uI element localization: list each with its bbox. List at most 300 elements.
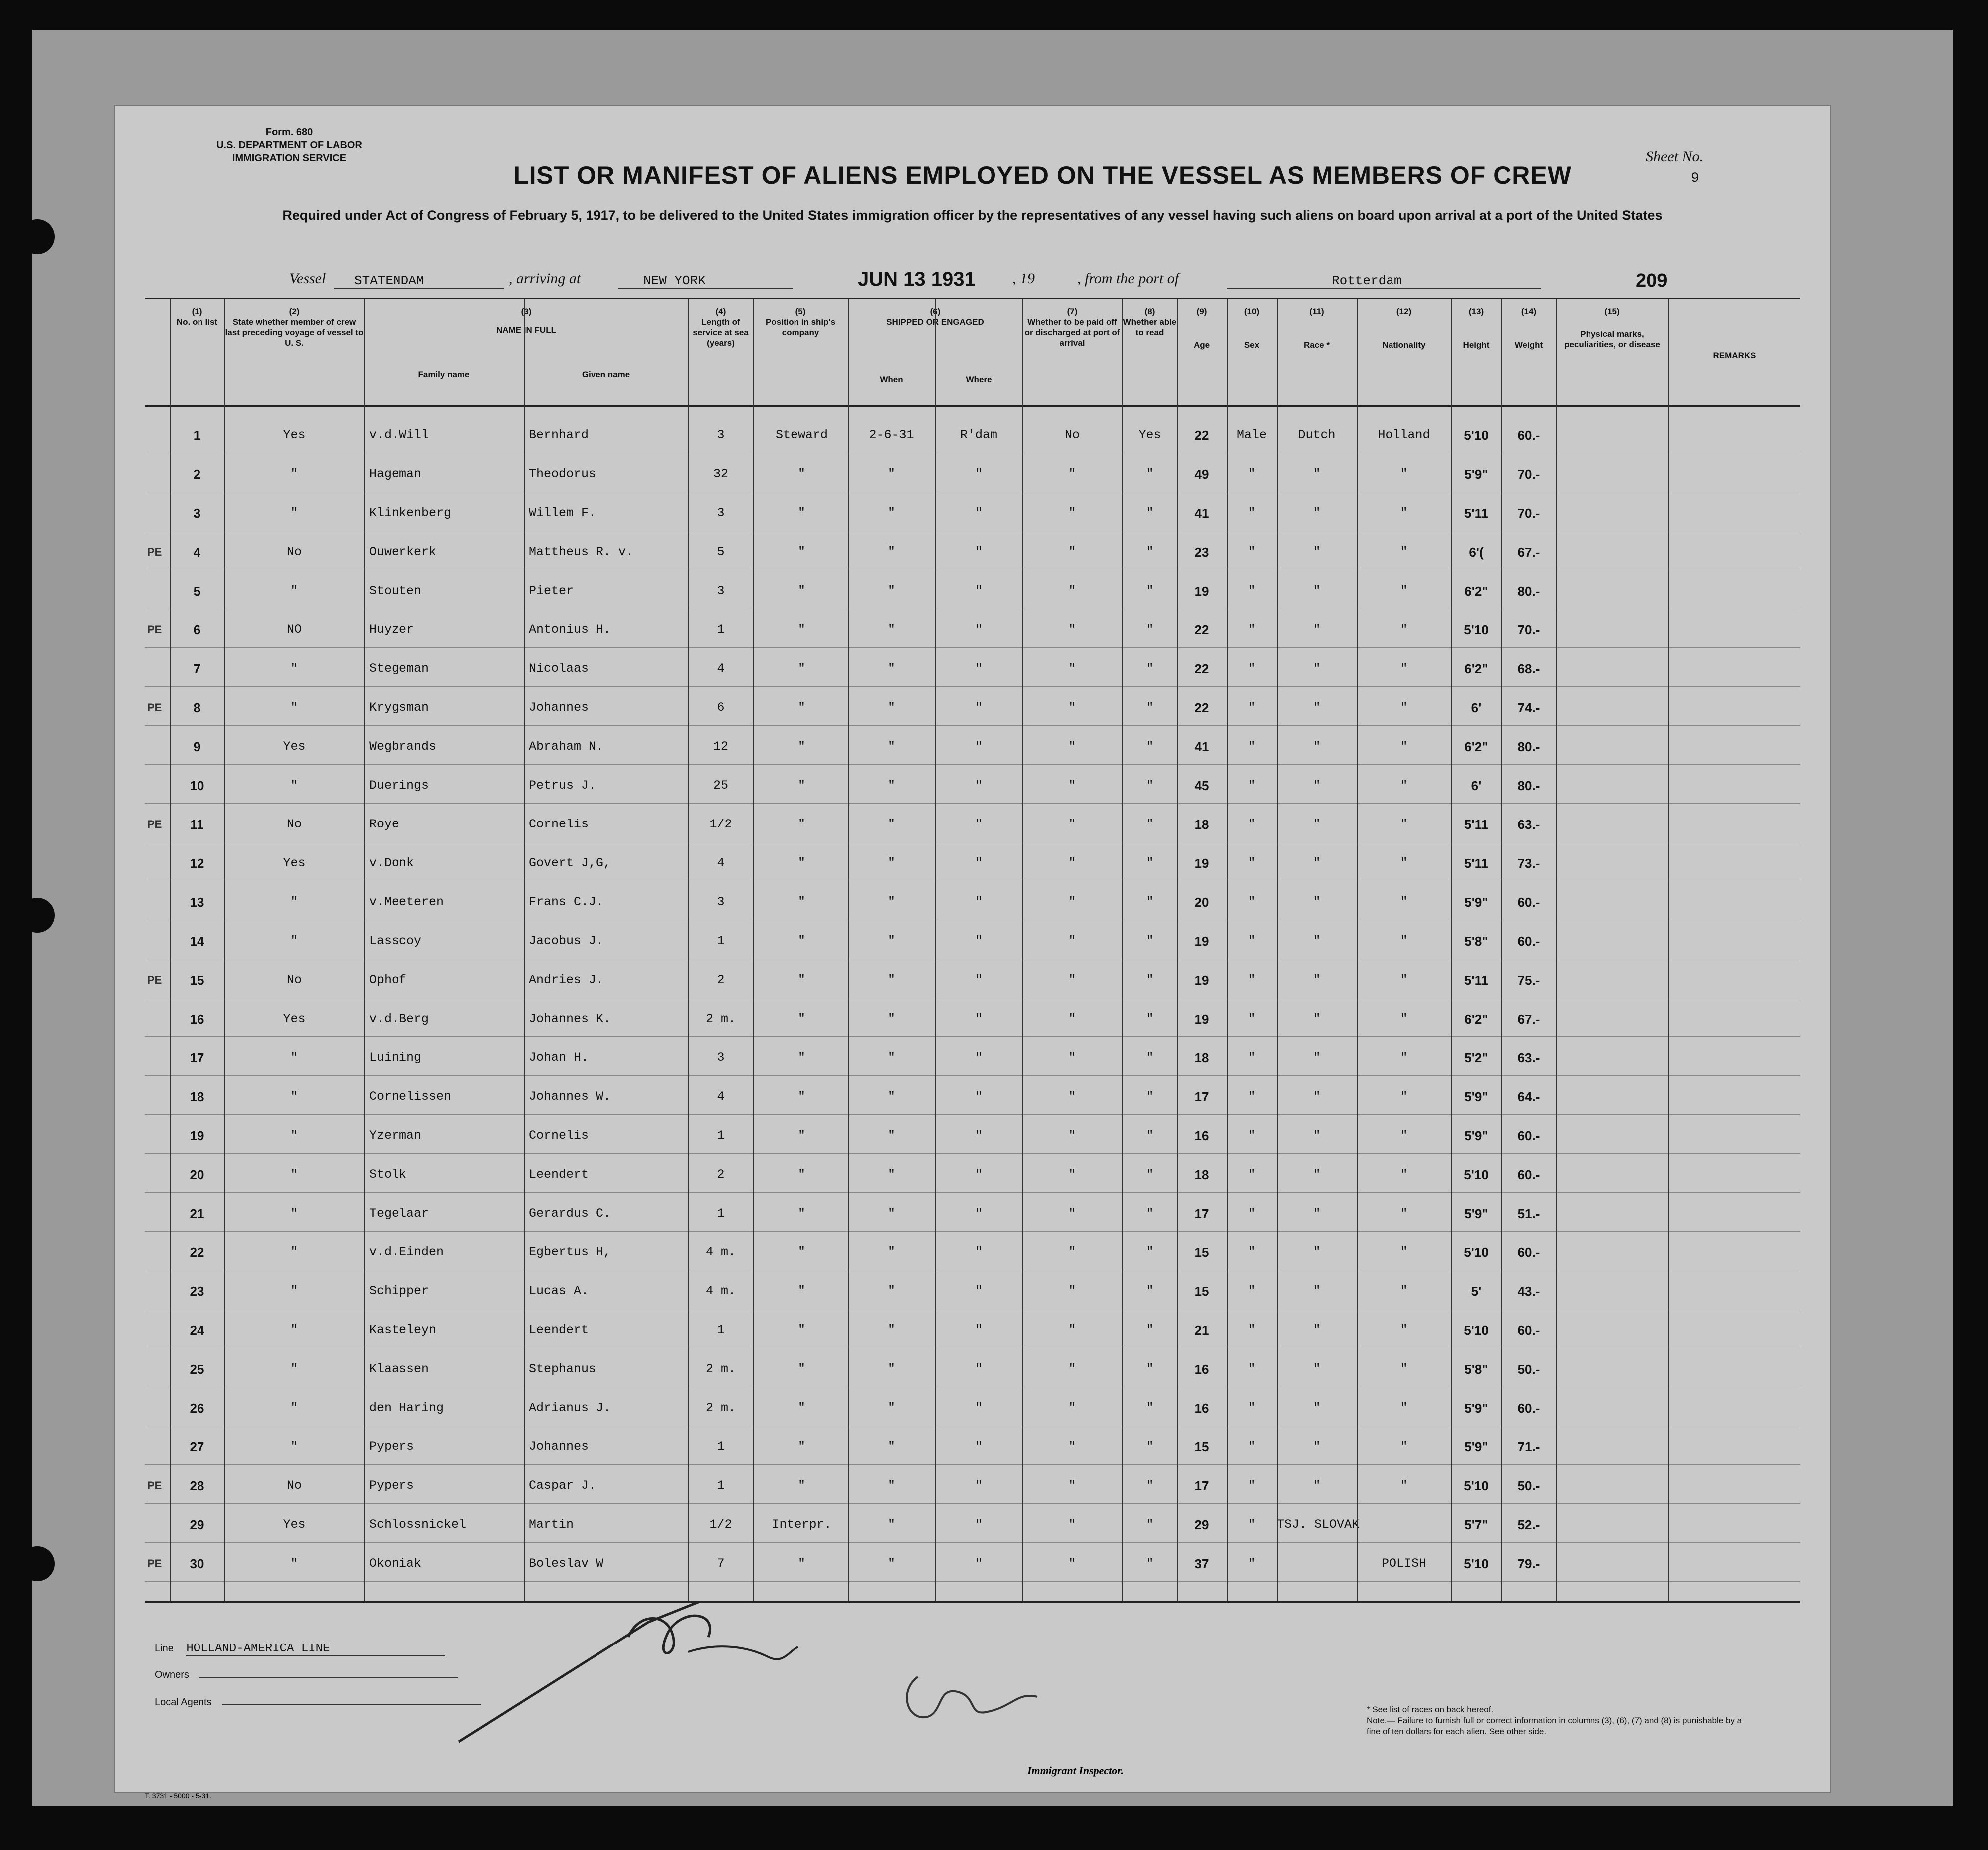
paid-off: " xyxy=(1068,545,1076,559)
column-rule xyxy=(848,299,849,1601)
service-length: 3 xyxy=(717,584,725,598)
race: " xyxy=(1313,1245,1321,1259)
race: " xyxy=(1313,1050,1321,1065)
row-number: 6 xyxy=(193,622,201,637)
engaged-where: " xyxy=(975,545,983,559)
nationality: " xyxy=(1400,545,1408,559)
position: " xyxy=(797,895,805,909)
row-number: 18 xyxy=(190,1089,204,1104)
family-name: v.Meeteren xyxy=(369,895,444,909)
col-header-5 xyxy=(753,306,848,338)
service-length: 5 xyxy=(717,545,725,559)
able-to-read: " xyxy=(1146,1128,1154,1143)
paid-off: " xyxy=(1068,856,1076,870)
family-name: Cornelissen xyxy=(369,1089,452,1104)
sex: " xyxy=(1248,1050,1256,1065)
given-name: Mattheus R. v. xyxy=(529,545,634,559)
col-header-text: Whether able to read xyxy=(1123,317,1177,337)
engaged-when: " xyxy=(887,1401,895,1415)
engaged-when: " xyxy=(887,1362,895,1376)
sex: " xyxy=(1248,1517,1256,1532)
arrival-port: NEW YORK xyxy=(618,273,793,289)
row-number: 21 xyxy=(190,1206,204,1221)
column-rule xyxy=(1556,299,1557,1601)
position: " xyxy=(797,1206,805,1221)
age: 19 xyxy=(1194,934,1209,949)
service-length: 2 xyxy=(717,1167,725,1182)
position: " xyxy=(797,1401,805,1415)
able-to-read: " xyxy=(1146,1012,1154,1026)
previous-voyage: " xyxy=(290,506,298,520)
able-to-read: " xyxy=(1146,700,1154,715)
col-header-2 xyxy=(224,306,364,348)
previous-voyage: " xyxy=(290,1245,298,1259)
engaged-when: " xyxy=(887,934,895,948)
engaged-when: 2-6-31 xyxy=(869,428,914,442)
family-name: Schipper xyxy=(369,1284,429,1298)
sex: " xyxy=(1248,895,1256,909)
able-to-read: " xyxy=(1146,506,1154,520)
row-rule xyxy=(145,1581,1800,1582)
footnote xyxy=(1367,1704,1746,1737)
service-length: 1 xyxy=(717,1323,725,1337)
able-to-read: " xyxy=(1146,1362,1154,1376)
sex: " xyxy=(1248,1206,1256,1221)
col-header-13 xyxy=(1451,306,1501,350)
previous-voyage: " xyxy=(290,1323,298,1337)
race: " xyxy=(1313,1167,1321,1182)
col-header-10 xyxy=(1227,306,1277,350)
age: 29 xyxy=(1194,1517,1209,1532)
race: " xyxy=(1313,1362,1321,1376)
sex: Male xyxy=(1236,428,1267,442)
engaged-where: " xyxy=(975,700,983,715)
row-number: 28 xyxy=(190,1478,204,1493)
weight: 67.- xyxy=(1517,1012,1540,1027)
given-name: Pieter xyxy=(529,584,574,598)
engaged-where: " xyxy=(975,856,983,870)
service-length: 6 xyxy=(717,700,725,715)
service-length: 2 xyxy=(717,973,725,987)
race: " xyxy=(1313,661,1321,676)
col-header-9 xyxy=(1177,306,1227,350)
position: " xyxy=(797,467,805,481)
engaged-where: " xyxy=(975,1439,983,1454)
previous-voyage: " xyxy=(290,467,298,481)
sex: " xyxy=(1248,506,1256,520)
weight: 52.- xyxy=(1517,1517,1540,1532)
punch-hole xyxy=(20,1546,55,1581)
engaged-when: " xyxy=(887,1478,895,1493)
age: 21 xyxy=(1194,1323,1209,1338)
col-header-text: Physical marks, peculiarities, or disease xyxy=(1564,329,1660,349)
punch-hole xyxy=(20,219,55,254)
voyage-line xyxy=(289,270,1611,292)
paid-off: " xyxy=(1068,1401,1076,1415)
position: " xyxy=(797,1245,805,1259)
col-header-16: REMARKS xyxy=(1713,351,1756,360)
race: " xyxy=(1313,856,1321,870)
row-number: 17 xyxy=(190,1050,204,1065)
given-name: Johannes xyxy=(529,700,589,715)
weight: 43.- xyxy=(1517,1284,1540,1299)
vessel-name: STATENDAM xyxy=(334,273,504,289)
weight: 71.- xyxy=(1517,1439,1540,1454)
department-name: U.S. DEPARTMENT OF LABOR xyxy=(216,140,362,151)
race: " xyxy=(1313,1206,1321,1221)
height: 6'( xyxy=(1469,545,1484,560)
given-name: Antonius H. xyxy=(529,622,611,637)
service-length: 1/2 xyxy=(709,817,732,831)
height: 6'2" xyxy=(1464,1012,1488,1027)
weight: 50.- xyxy=(1517,1478,1540,1493)
weight: 80.- xyxy=(1517,584,1540,599)
paid-off: " xyxy=(1068,700,1076,715)
position: " xyxy=(797,817,805,831)
position: " xyxy=(797,1167,805,1182)
given-name: Frans C.J. xyxy=(529,895,604,909)
paid-off: " xyxy=(1068,817,1076,831)
race: " xyxy=(1313,1478,1321,1493)
year-label: , 19 xyxy=(1012,270,1035,287)
position: Interpr. xyxy=(772,1517,832,1532)
service-length: 1 xyxy=(717,1478,725,1493)
col-header-3a: Family name xyxy=(418,370,470,379)
row-rule xyxy=(145,725,1800,726)
given-name: Govert J,G, xyxy=(529,856,611,870)
sex: " xyxy=(1248,934,1256,948)
engaged-when: " xyxy=(887,1089,895,1104)
annotation-mark: PE xyxy=(147,546,162,558)
engaged-when: " xyxy=(887,700,895,715)
family-name: Stouten xyxy=(369,584,422,598)
col-header-1 xyxy=(170,306,224,327)
engaged-when: " xyxy=(887,661,895,676)
row-number: 23 xyxy=(190,1284,204,1299)
paid-off: " xyxy=(1068,1050,1076,1065)
race: " xyxy=(1313,700,1321,715)
paid-off: " xyxy=(1068,661,1076,676)
paid-off: " xyxy=(1068,1284,1076,1298)
previous-voyage: " xyxy=(290,700,298,715)
height: 5'10 xyxy=(1464,622,1489,637)
able-to-read: " xyxy=(1146,778,1154,793)
sex: " xyxy=(1248,1012,1256,1026)
height: 5'9" xyxy=(1464,1401,1488,1416)
service-name: IMMIGRATION SERVICE xyxy=(232,153,347,164)
position: " xyxy=(797,1128,805,1143)
weight: 80.- xyxy=(1517,739,1540,754)
previous-voyage: " xyxy=(290,778,298,793)
weight: 60.- xyxy=(1517,895,1540,910)
footnote-penalty: Note.— Failure to furnish full or correct information in columns (3), (6), (7) and (8) is punishable by a fine of ten dollars for each alien. See other side. xyxy=(1367,1716,1742,1736)
column-rule xyxy=(1451,299,1452,1601)
age: 15 xyxy=(1194,1439,1209,1454)
col-header-text: Sex xyxy=(1244,340,1260,350)
position: " xyxy=(797,700,805,715)
owners-label: Owners xyxy=(155,1669,189,1680)
nationality: POLISH xyxy=(1381,1556,1426,1571)
family-name: Lasscoy xyxy=(369,934,422,948)
family-name: Wegbrands xyxy=(369,739,437,754)
col-header-8 xyxy=(1122,306,1177,338)
previous-voyage: " xyxy=(290,934,298,948)
height: 5'10 xyxy=(1464,1478,1489,1493)
height: 6'2" xyxy=(1464,739,1488,754)
engaged-where: " xyxy=(975,934,983,948)
col-header-4 xyxy=(688,306,753,348)
height: 5'9" xyxy=(1464,1206,1488,1221)
able-to-read: " xyxy=(1146,1206,1154,1221)
race: " xyxy=(1313,1323,1321,1337)
annotation-mark: PE xyxy=(147,623,162,636)
paid-off: " xyxy=(1068,934,1076,948)
given-name: Egbertus H, xyxy=(529,1245,611,1259)
previous-voyage: NO xyxy=(286,622,302,637)
col-header-number: (4) xyxy=(715,307,726,316)
given-name: Cornelis xyxy=(529,1128,589,1143)
given-name: Leendert xyxy=(529,1323,589,1337)
engaged-where: " xyxy=(975,1206,983,1221)
weight: 70.- xyxy=(1517,506,1540,521)
nationality: " xyxy=(1400,1206,1408,1221)
height: 5'9" xyxy=(1464,1089,1488,1104)
family-name: Yzerman xyxy=(369,1128,422,1143)
position: " xyxy=(797,778,805,793)
col-header-number: (14) xyxy=(1521,307,1537,316)
height: 6' xyxy=(1471,778,1482,793)
engaged-when: " xyxy=(887,739,895,754)
position: Steward xyxy=(775,428,828,442)
sex: " xyxy=(1248,1362,1256,1376)
row-number: 19 xyxy=(190,1128,204,1143)
race: " xyxy=(1313,584,1321,598)
given-name: Johannes xyxy=(529,1439,589,1454)
age: 19 xyxy=(1194,973,1209,988)
engaged-when: " xyxy=(887,1245,895,1259)
column-rule xyxy=(1501,299,1502,1601)
row-rule xyxy=(145,803,1800,804)
paid-off: " xyxy=(1068,1439,1076,1454)
col-header-number: (1) xyxy=(192,307,202,316)
engaged-when: " xyxy=(887,1128,895,1143)
annotation-mark: PE xyxy=(147,974,162,986)
engaged-where: " xyxy=(975,467,983,481)
engaged-where: " xyxy=(975,1478,983,1493)
paid-off: " xyxy=(1068,973,1076,987)
nationality: " xyxy=(1400,934,1408,948)
col-header-text: Age xyxy=(1193,340,1210,350)
col-header-number: (15) xyxy=(1604,307,1620,316)
previous-voyage: " xyxy=(290,1089,298,1104)
departure-port: Rotterdam xyxy=(1227,273,1541,289)
engaged-where: " xyxy=(975,1012,983,1026)
nationality: " xyxy=(1400,1284,1408,1298)
row-rule xyxy=(145,1464,1800,1465)
age: 15 xyxy=(1194,1284,1209,1299)
col-header-14 xyxy=(1501,306,1556,350)
position: " xyxy=(797,934,805,948)
able-to-read: " xyxy=(1146,545,1154,559)
engaged-when: " xyxy=(887,1012,895,1026)
row-number: 27 xyxy=(190,1439,204,1454)
annotation-mark: PE xyxy=(147,701,162,714)
race: " xyxy=(1313,545,1321,559)
service-length: 32 xyxy=(713,467,728,481)
previous-voyage: " xyxy=(290,584,298,598)
annotation-mark: PE xyxy=(147,818,162,830)
race: " xyxy=(1313,1401,1321,1415)
able-to-read: " xyxy=(1146,1323,1154,1337)
col-header-text: Height xyxy=(1463,340,1490,350)
sex: " xyxy=(1248,700,1256,715)
height: 5'7" xyxy=(1464,1517,1488,1532)
age: 18 xyxy=(1194,817,1209,832)
able-to-read: " xyxy=(1146,1439,1154,1454)
sex: " xyxy=(1248,1556,1256,1571)
col-header-text: State whether member of crew last preceding voyage of vessel to U. S. xyxy=(225,317,364,348)
row-number: 12 xyxy=(190,856,204,871)
family-name: v.Donk xyxy=(369,856,414,870)
row-rule xyxy=(145,764,1800,765)
engaged-where: " xyxy=(975,584,983,598)
able-to-read: " xyxy=(1146,1517,1154,1532)
position: " xyxy=(797,584,805,598)
given-name: Caspar J. xyxy=(529,1478,596,1493)
paid-off: No xyxy=(1064,428,1080,442)
line-label: Line xyxy=(155,1643,174,1654)
given-name: Leendert xyxy=(529,1167,589,1182)
service-length: 12 xyxy=(713,739,728,754)
row-number: 10 xyxy=(190,778,204,793)
row-number: 25 xyxy=(190,1362,204,1377)
able-to-read: Yes xyxy=(1138,428,1161,442)
family-name: Okoniak xyxy=(369,1556,422,1571)
family-name: Ouwerkerk xyxy=(369,545,437,559)
col-header-number: (9) xyxy=(1196,307,1207,316)
column-rule xyxy=(935,299,936,1601)
able-to-read: " xyxy=(1146,973,1154,987)
engaged-where: " xyxy=(975,1089,983,1104)
race: " xyxy=(1313,506,1321,520)
service-length: 4 xyxy=(717,661,725,676)
engaged-where: " xyxy=(975,1245,983,1259)
col-header-number: (7) xyxy=(1067,307,1078,316)
height: 5'2" xyxy=(1464,1050,1488,1065)
engaged-where: " xyxy=(975,817,983,831)
height: 5' xyxy=(1471,1284,1482,1299)
column-rule xyxy=(1122,299,1123,1601)
col-header-15 xyxy=(1556,306,1668,350)
owners-line xyxy=(199,1677,458,1678)
row-number: 16 xyxy=(190,1012,204,1027)
nationality: " xyxy=(1400,622,1408,637)
weight: 60.- xyxy=(1517,1167,1540,1182)
engaged-where: " xyxy=(975,1401,983,1415)
col-header-3 xyxy=(364,306,688,335)
position: " xyxy=(797,1284,805,1298)
engaged-where: " xyxy=(975,778,983,793)
height: 5'10 xyxy=(1464,1556,1489,1571)
family-name: Huyzer xyxy=(369,622,414,637)
position: " xyxy=(797,973,805,987)
col-header-text: NAME IN FULL xyxy=(496,325,556,335)
age: 45 xyxy=(1194,778,1209,793)
family-name: den Haring xyxy=(369,1401,444,1415)
arriving-label: , arriving at xyxy=(509,270,581,287)
service-length: 1 xyxy=(717,934,725,948)
able-to-read: " xyxy=(1146,622,1154,637)
sex: " xyxy=(1248,778,1256,793)
row-number: 24 xyxy=(190,1323,204,1338)
sex: " xyxy=(1248,467,1256,481)
row-number: 20 xyxy=(190,1167,204,1182)
paid-off: " xyxy=(1068,1206,1076,1221)
race: " xyxy=(1313,1128,1321,1143)
race: " xyxy=(1313,895,1321,909)
previous-voyage: " xyxy=(290,895,298,909)
height: 5'11 xyxy=(1464,856,1489,871)
col-header-text: Race * xyxy=(1304,340,1330,350)
line-field xyxy=(155,1642,445,1656)
row-number: 3 xyxy=(193,506,201,521)
position: " xyxy=(797,661,805,676)
given-name: Cornelis xyxy=(529,817,589,831)
engaged-when: " xyxy=(887,1517,895,1532)
service-length: 4 xyxy=(717,856,725,870)
row-number: 4 xyxy=(193,545,201,560)
paid-off: " xyxy=(1068,895,1076,909)
height: 5'10 xyxy=(1464,428,1489,443)
family-name: Stegeman xyxy=(369,661,429,676)
height: 5'9" xyxy=(1464,895,1488,910)
paid-off: " xyxy=(1068,467,1076,481)
nationality: " xyxy=(1400,1245,1408,1259)
col-header-11 xyxy=(1277,306,1357,350)
able-to-read: " xyxy=(1146,1050,1154,1065)
engaged-where: " xyxy=(975,622,983,637)
service-length: 25 xyxy=(713,778,728,793)
sex: " xyxy=(1248,661,1256,676)
family-name: v.d.Einden xyxy=(369,1245,444,1259)
column-rule xyxy=(1357,299,1358,1601)
col-header-7 xyxy=(1022,306,1122,348)
position: " xyxy=(797,1362,805,1376)
given-name: Johannes K. xyxy=(529,1012,611,1026)
given-name: Bernhard xyxy=(529,428,589,442)
race: " xyxy=(1313,622,1321,637)
engaged-where: " xyxy=(975,1284,983,1298)
given-name: Theodorus xyxy=(529,467,596,481)
engaged-when: " xyxy=(887,895,895,909)
family-name: Klaassen xyxy=(369,1362,429,1376)
engaged-when: " xyxy=(887,778,895,793)
local-agents-label: Local Agents xyxy=(155,1697,212,1708)
given-name: Adrianus J. xyxy=(529,1401,611,1415)
family-name: Duerings xyxy=(369,778,429,793)
family-name: Ophof xyxy=(369,973,407,987)
service-length: 1 xyxy=(717,1128,725,1143)
engaged-where: " xyxy=(975,1556,983,1571)
row-number: 8 xyxy=(193,700,201,715)
row-number: 29 xyxy=(190,1517,204,1532)
family-name: Luining xyxy=(369,1050,422,1065)
sex: " xyxy=(1248,1439,1256,1454)
arrival-date-stamp: JUN 13 1931 xyxy=(858,268,976,290)
service-length: 2 m. xyxy=(705,1401,736,1415)
height: 5'10 xyxy=(1464,1167,1489,1182)
family-name: Klinkenberg xyxy=(369,506,452,520)
